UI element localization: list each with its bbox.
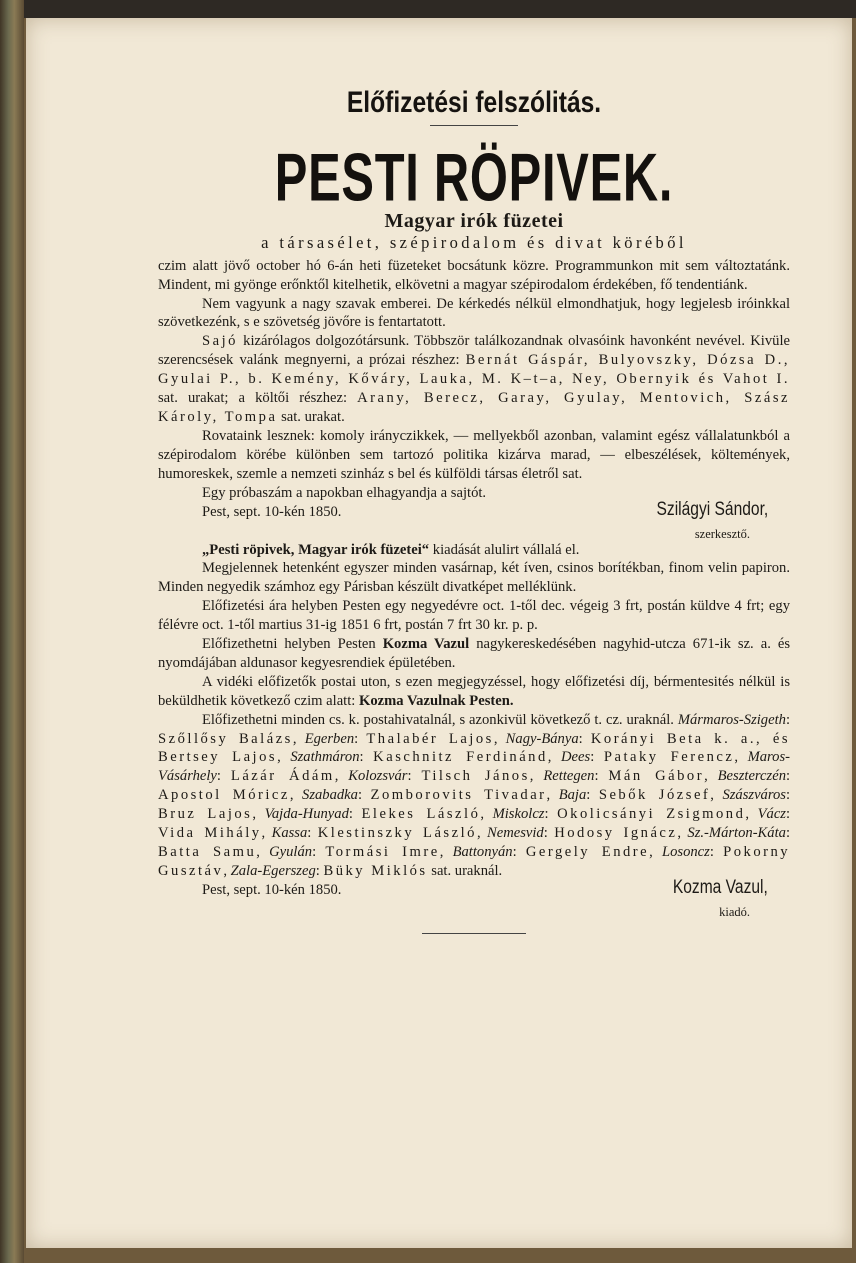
agent-name: Klestinszky László (317, 825, 477, 842)
paragraph-sample: Egy próbaszám a napokban elhagyandja a sajtót. (202, 484, 487, 501)
agent-name: Tormási Imre (325, 844, 440, 860)
signature-date: Pest, sept. 10-kén 1850. (202, 881, 342, 898)
paragraph-text: A vidéki előfizetők postai uton, s ezen megjegyzéssel, hogy előfizetési díj, bérmentesités nélkül is beküldhetik következő czim alatt: (158, 673, 790, 709)
agent-name: Kaschnitz Ferdinánd (373, 749, 548, 766)
document-content (158, 84, 790, 934)
signature-name: Kozma Vazul, (673, 876, 768, 898)
agent-name: Elekes László (361, 806, 481, 823)
agent-name: Batta Samu (158, 844, 257, 860)
agent-city: Beszterczén (717, 768, 786, 785)
signature-role: kiadó. (719, 904, 750, 919)
paragraph-price: Előfizetési ára helyben Pesten egy negyedévre oct. 1-től dec. végeig 3 frt, postán küldve 4 frt; egy félévre oct. 1-től martius 31-ig 1851 6 frt, postán 7 frt 30 kr. p. p. (158, 598, 790, 634)
agent-city: Vajda-Hunyad (264, 806, 349, 823)
publisher-address: Kozma Vazulnak Pesten. (359, 692, 514, 709)
paragraph-intro: czim alatt jövő october hó 6-án heti füzeteket bocsátunk közre. Programmunkon mit sem változtatánk. Mindent, mi gyönge erőnktől kitelhetik, elkövetni a magyar szépirodalom érdekében, fő tendentiánk. (158, 257, 790, 293)
agent-name: Korányi Beta k. a., és Bertsey Lajos (158, 730, 791, 766)
divider (430, 125, 518, 126)
paragraph-text: nagykereskedésében nagyhid-utcza 671-ik sz. a. és nyomdájában aldunasor kegyesrendiek épületében. (158, 636, 791, 671)
agent-name: Okolicsányi Zsigmond (557, 806, 746, 823)
agent-city: Mármaros-Szigeth (677, 711, 786, 728)
paragraph-text: sat. urakat. (281, 408, 345, 425)
agent-name: Pokorny Gusztáv (158, 844, 791, 879)
signature-name: Szilágyi Sándor, (656, 498, 768, 520)
paragraph-local (158, 635, 790, 673)
agent-city: Nemesvid (486, 825, 544, 842)
paragraph-text: Előfizethetni minden cs. k. postahivatalnál, s azonkivül következő t. cz. uraknál. (202, 711, 674, 728)
heading-masthead: PESTI RÖPIVEK. (274, 139, 674, 215)
agent-city: Szászváros (722, 787, 786, 804)
signature-publisher (158, 876, 790, 919)
paragraph-text: kiadását alulirt vállalá el. (432, 541, 580, 558)
agent-city: Zala-Egerszeg (230, 862, 316, 879)
agent-name: Vida Mihály (158, 825, 262, 842)
page-top-edge (0, 0, 856, 18)
paragraph-text: Előfizethetni helyben Pesten (202, 636, 376, 653)
signature-date: Pest, sept. 10-kén 1850. (202, 503, 342, 520)
agent-name: Bruz Lajos (158, 806, 253, 823)
paragraph-contributors (158, 332, 790, 427)
agent-city: Losoncz (662, 844, 710, 860)
agent-city: Kassa (271, 825, 308, 842)
paragraph-2: Nem vagyunk a nagy szavak emberei. De kérkedés nélkül elmondhatjuk, hogy legjelesb iróinkkal szövetkezénk, s e szövetség jövőre is fentartatott. (158, 295, 790, 331)
agent-name: Lázár Ádám (230, 768, 335, 785)
agent-name: Tilsch János (421, 768, 530, 785)
heading-subtitle: Magyar irók füzetei (384, 209, 564, 232)
paragraph-agents (158, 711, 790, 881)
poet-contributors: Arany, Berecz, Garay, Gyulay, Mentovich, Szász Károly, Tompa (158, 390, 790, 425)
agent-city: Battonyán (452, 844, 513, 860)
contributor-name: Sajó (202, 333, 238, 350)
agent-city: Szathmáron (290, 749, 360, 766)
publisher-name: Kozma Vazul (382, 636, 470, 653)
agent-city: Gyulán (269, 844, 313, 860)
agent-city: Kolozsvár (348, 768, 408, 785)
agent-name: Hodosy Ignácz (554, 825, 678, 842)
paragraph-text: sat. uraknál. (431, 862, 503, 879)
agent-city: Vácz (757, 806, 786, 823)
agent-name: Thalabér Lajos (366, 730, 494, 747)
agent-name: Mán Gábor (608, 768, 705, 785)
signature-editor (158, 498, 790, 541)
document-sheet (26, 18, 852, 1248)
divider (422, 933, 526, 934)
heading-subtitle-2: a társasélet, szépirodalom és divat köréből (261, 232, 687, 252)
agent-name: Gergely Endre (525, 844, 650, 860)
agent-city: Rettegen (543, 768, 595, 785)
book-binding (0, 0, 24, 1263)
paragraph-rural (158, 673, 790, 711)
agent-name: Apostol Móricz (158, 787, 290, 804)
agent-name: Pataky Ferencz (603, 749, 735, 766)
agent-list: Mármaros-Szigeth: Szőllősy Balázs, Egerben: Thalabér Lajos, Nagy-Bánya: Korányi Beta k. a., és Bertsey Lajos, Szathmáron: Kaschnitz Ferdinánd, Dees: Pataky Ferencz, Maros-Vásárhely: Lázár Ádám, Kolozsvár: Tilsch János, Rettegen: Mán Gábor, Beszterczén: Apostol Móricz, Szabadka: Zomborovits Tivadar, Baja: Sebők József, Szászváros: Bruz Lajos, Vajda-Hunyad: Elekes László, Miskolcz: Okolicsányi Zsigmond, Vácz: Vida Mihály, Kassa: Klestinszky László, Nemesvid: Hodosy Ignácz, Sz.-Márton-Káta: Batta Samu, Gyulán: Tormási Imre, Battonyán: Gergely Endre, Losoncz: Pokorny Gusztáv, Zala-Egerszeg: Büky Miklós (158, 711, 791, 879)
heading-subscription-call: Előfizetési felszólitás. (346, 86, 602, 119)
agent-name: Sebők József (598, 787, 711, 804)
prose-contributors: Bernát Gáspár, Bulyovszky, Dózsa D., Gyulai P., b. Kemény, Kőváry, Lauka, M. K–t–a, Ney, Obernyik és Vahot I. (158, 352, 790, 388)
paragraph-text: sat. urakat; a költői részhez: (158, 390, 348, 407)
agent-name: Szőllősy Balázs (158, 730, 293, 747)
agent-city: Maros-Vásárhely (158, 749, 790, 785)
agent-name: Zomborovits Tivadar (370, 787, 547, 804)
paragraph-text: kizárólagos dolgozótársunk. Többször találkozandnak olvasóink havonként nevével. Kivüle szerencsések valánk megnyerni, a prózai részhez: (158, 333, 790, 369)
agent-city: Sz.-Márton-Káta (687, 825, 786, 842)
agent-city: Baja (558, 787, 587, 804)
agent-city: Egerben (304, 730, 355, 747)
agent-city: Dees (561, 749, 591, 766)
paragraph-columns: Rovataink lesznek: komoly irányczikkek, — mellyekből azonban, valamint egész vállalatunkból a szépirodalom körébe különben sem tartozó politika kizárva marad, — elbeszélések, költemények, humoreskek, szemle a nemzeti szinház s bel és külföldi társas életről sat. (158, 427, 790, 482)
agent-city: Miskolcz (492, 806, 545, 823)
signature-role: szerkesztő. (694, 526, 750, 541)
agent-name: Büky Miklós (323, 862, 428, 879)
agent-city: Nagy-Bánya (505, 730, 579, 747)
paragraph-issue: Megjelennek hetenként egyszer minden vasárnap, két íven, csinos borítékban, finom velin papiron. Minden negyedik számhoz egy Párisban készült divatképet melléklünk. (158, 560, 790, 596)
agent-city: Szabadka (302, 787, 358, 804)
publication-name: „Pesti röpivek, Magyar irók füzetei“ (202, 541, 430, 558)
